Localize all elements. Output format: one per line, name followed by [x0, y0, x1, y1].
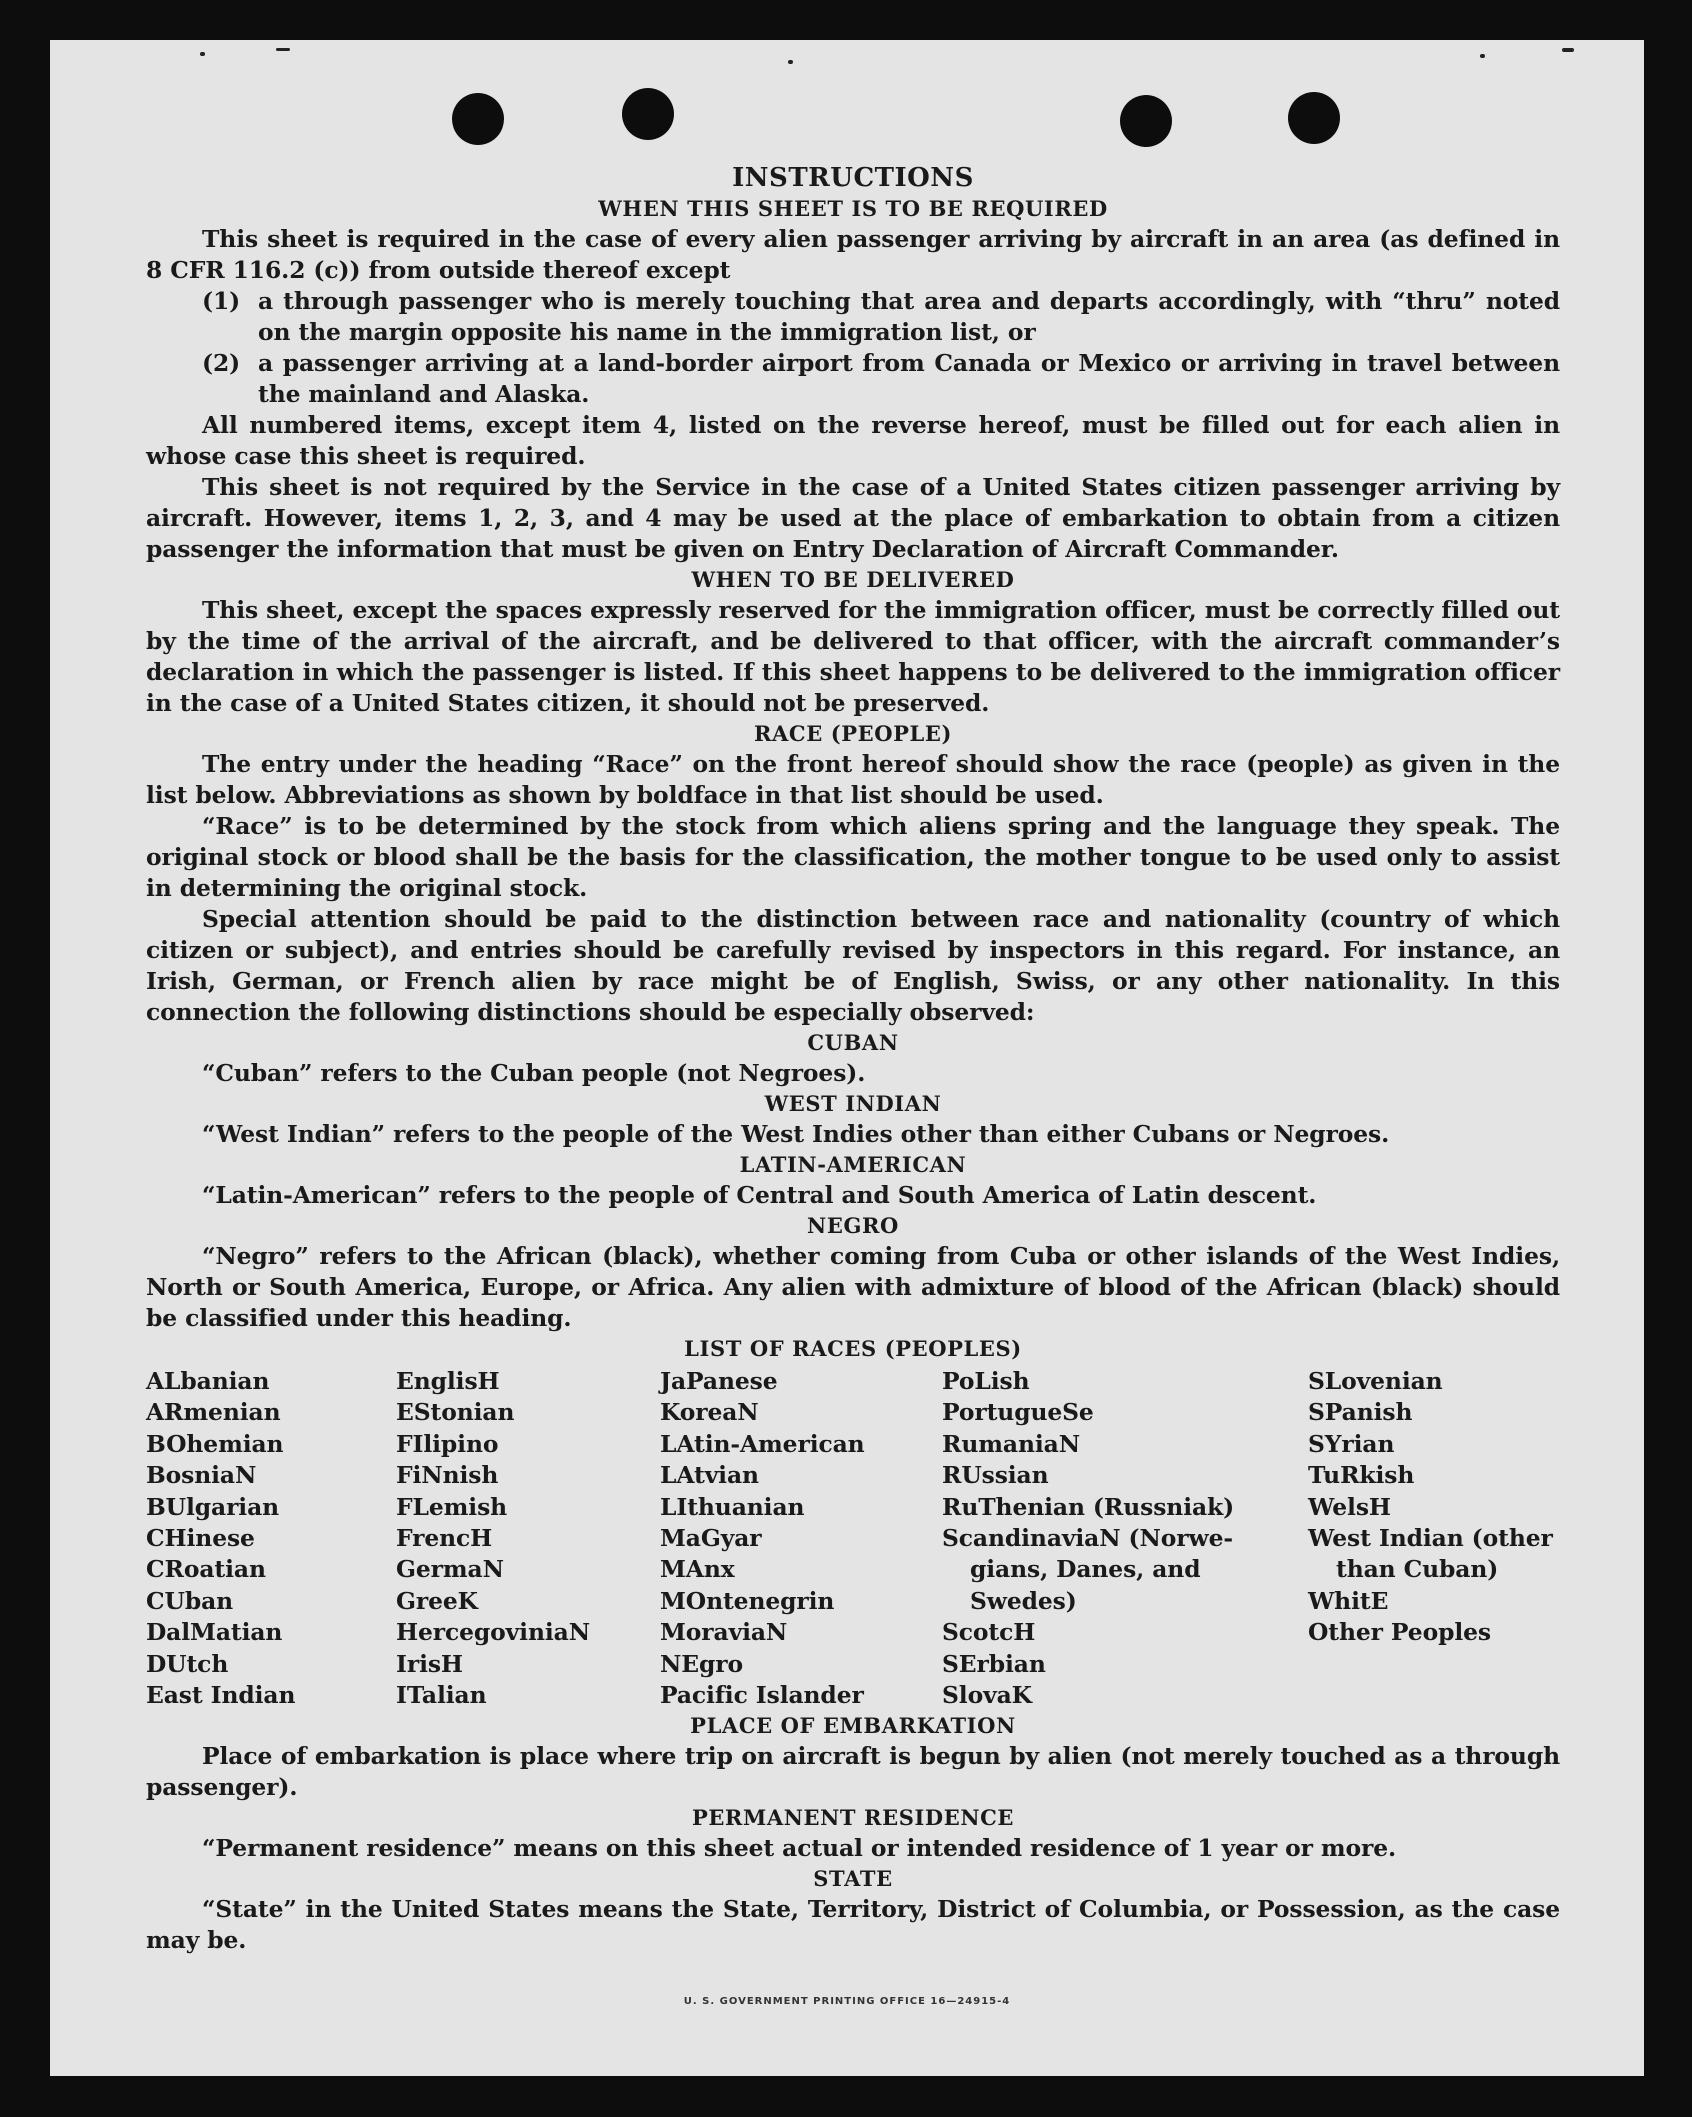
race-entry: GreeK — [396, 1586, 478, 1615]
paragraph: This sheet is not required by the Service in the case of a United States citizen passenger arriving by aircraft. However, items 1, 2, 3, and 4 may be used at the place of embarkation to obtain from a citizen passenger the information that must be given on Entry Declaration of Aircraft Commander. — [146, 473, 1560, 563]
paragraph: “Negro” refers to the African (black), whether coming from Cuba or other islands of the West Indies, North or South America, Europe, or Africa. Any alien with admixture of blood of the African (black) should be classified under this heading. — [146, 1242, 1560, 1332]
race-entry: BOhemian — [146, 1429, 284, 1458]
races-column — [396, 1366, 660, 1711]
note-permanent-residence: “Permanent residence” means on this sheet actual or intended residence of 1 year or more. — [202, 1834, 1397, 1863]
race-entry: FrencH — [396, 1524, 493, 1553]
item-text: a passenger arriving at a land-border airport from Canada or Mexico or arriving in travel between the mainland and Alaska. — [258, 349, 1560, 408]
race-entry: RUssian — [942, 1461, 1049, 1490]
item-text: a through passenger who is merely touching that area and departs accordingly, with “thru” noted on the margin opposite his name in the immigration list, or — [258, 287, 1560, 346]
race-entry: DUtch — [146, 1649, 229, 1678]
paragraph: Place of embarkation is place where trip on aircraft is begun by alien (not merely touched as a through passenger). — [146, 1742, 1560, 1802]
race-entry: PoLish — [942, 1367, 1030, 1395]
race-entry: SYrian — [1308, 1429, 1395, 1458]
race-entry: MOntenegrin — [660, 1586, 835, 1615]
heading-latin-american: LATIN-AMERICAN — [739, 1152, 967, 1177]
race-entry: MoraviaN — [660, 1618, 788, 1647]
paragraph: All numbered items, except item 4, listed on the reverse hereof, must be filled out for each alien in whose case this sheet is required. — [146, 411, 1560, 470]
paragraph: “Race” is to be determined by the stock from which aliens spring and the language they speak. The original stock or blood shall be the basis for the classification, the mother tongue to be used only to assist in determining the original stock. — [146, 812, 1560, 902]
race-entry: EnglisH — [396, 1367, 500, 1395]
exception-list — [202, 286, 1560, 410]
note-west-indian: “West Indian” refers to the people of the West Indies other than either Cubans or Negroes. — [202, 1120, 1390, 1148]
race-entry: ScandinaviaN (Norwe- — [942, 1524, 1233, 1553]
race-entry: HercegoviniaN — [396, 1618, 590, 1647]
page-title: INSTRUCTIONS — [732, 163, 974, 193]
paragraph: This sheet, except the spaces expressly reserved for the immigration officer, must be correctly filled out by the time of the arrival of the aircraft, and be delivered to that officer, with the aircraft commander’s declaration in which the passenger is listed. If this sheet happens to be delivered to the immigration officer in the case of a United States citizen, it should not be preserved. — [146, 596, 1560, 717]
race-entry: SErbian — [942, 1649, 1046, 1678]
item-number: (2) — [202, 349, 241, 377]
races-column — [660, 1366, 942, 1711]
race-entry: than Cuban) — [1336, 1555, 1499, 1584]
race-entry: LAtvian — [660, 1461, 759, 1490]
race-entry: Other Peoples — [1308, 1618, 1491, 1647]
race-entry: West Indian (other — [1308, 1524, 1553, 1553]
heading-delivered: WHEN TO BE DELIVERED — [691, 567, 1015, 592]
list-item — [202, 286, 1560, 348]
races-table — [146, 1366, 1560, 1711]
race-entry: LAtin-American — [660, 1429, 865, 1458]
race-entry: BUlgarian — [146, 1492, 280, 1521]
paragraph: Special attention should be paid to the distinction between race and nationality (country of which citizen or subject), and entries should be carefully revised by inspectors in this regard. For instance, an Irish, German, or French alien by race might be of English, Swiss, or any other nationality. In this connection the following distinctions should be especially observed: — [146, 905, 1560, 1026]
race-entry: FiNnish — [396, 1461, 499, 1490]
heading-state: STATE — [813, 1866, 893, 1892]
race-entry: FIlipino — [396, 1429, 499, 1458]
speck — [1480, 54, 1485, 58]
document-page — [50, 40, 1644, 2076]
paragraph: This sheet is required in the case of every alien passenger arriving by aircraft in an area (as defined in 8 CFR 116.2 (c)) from outside thereof except — [146, 225, 1560, 284]
race-entry: DalMatian — [146, 1618, 283, 1647]
race-entry: IrisH — [396, 1649, 463, 1678]
race-entry: FLemish — [396, 1492, 508, 1521]
races-column — [146, 1366, 396, 1711]
race-entry: LIthuanian — [660, 1492, 805, 1521]
heading-required: WHEN THIS SHEET IS TO BE REQUIRED — [598, 196, 1108, 221]
item-number: (1) — [202, 287, 241, 315]
race-entry: ALbanian — [146, 1367, 270, 1395]
race-entry: WhitE — [1308, 1586, 1389, 1615]
race-entry: JaPanese — [660, 1367, 778, 1395]
note-cuban: “Cuban” refers to the Cuban people (not Negroes). — [202, 1059, 866, 1087]
heading-permanent-residence: PERMANENT RESIDENCE — [691, 1805, 1015, 1831]
race-entry: GermaN — [396, 1555, 504, 1584]
heading-west-indian: WEST INDIAN — [764, 1091, 942, 1116]
note-latin-american: “Latin-American” refers to the people of Central and South America of Latin descent. — [202, 1181, 1317, 1209]
race-entry: KoreaN — [660, 1398, 759, 1427]
race-entry: ITalian — [396, 1681, 487, 1710]
paragraph: The entry under the heading “Race” on the front hereof should show the race (people) as given in the list below. Abbreviations as shown by boldface in that list should be used. — [146, 750, 1560, 809]
race-entry: East Indian — [146, 1681, 296, 1710]
heading-list-of-races: LIST OF RACES (PEOPLES) — [684, 1336, 1022, 1361]
instructions-body — [146, 122, 1560, 1956]
races-column — [1308, 1366, 1560, 1711]
paragraph: “State” in the United States means the State, Territory, District of Columbia, or Possession, as the case may be. — [146, 1895, 1560, 1955]
race-entry: Swedes) — [970, 1586, 1077, 1615]
heading-race: RACE (PEOPLE) — [753, 721, 953, 746]
race-entry: SLovenian — [1308, 1367, 1443, 1395]
race-entry: SlovaK — [942, 1681, 1032, 1710]
race-entry: RumaniaN — [942, 1429, 1080, 1458]
race-entry: MAnx — [660, 1555, 735, 1584]
race-entry: WelsH — [1308, 1492, 1391, 1521]
race-entry: NEgro — [660, 1649, 743, 1678]
speck — [788, 60, 793, 64]
race-entry: CUban — [146, 1586, 234, 1615]
race-entry: Pacific Islander — [660, 1681, 864, 1710]
speck — [1562, 48, 1574, 52]
race-entry: EStonian — [396, 1398, 515, 1427]
heading-cuban: CUBAN — [807, 1030, 899, 1055]
list-item — [202, 348, 1560, 410]
race-entry: RuThenian (Russniak) — [942, 1492, 1235, 1521]
race-entry: ARmenian — [146, 1398, 281, 1427]
race-entry: ScotcH — [942, 1618, 1036, 1647]
race-entry: PortugueSe — [942, 1398, 1094, 1427]
speck — [276, 48, 290, 51]
heading-embarkation: PLACE OF EMBARKATION — [690, 1713, 1016, 1739]
heading-negro: NEGRO — [807, 1213, 899, 1238]
printer-imprint: U. S. GOVERNMENT PRINTING OFFICE 16—24915-4 — [683, 1996, 1011, 2007]
race-entry: BosniaN — [146, 1461, 257, 1490]
race-entry: gians, Danes, and — [970, 1555, 1201, 1584]
races-column — [942, 1366, 1308, 1711]
race-entry: TuRkish — [1308, 1461, 1415, 1490]
race-entry: CHinese — [146, 1524, 255, 1553]
race-entry: MaGyar — [660, 1524, 762, 1553]
race-entry: CRoatian — [146, 1555, 266, 1584]
speck — [200, 52, 205, 56]
race-entry: SPanish — [1308, 1398, 1413, 1427]
